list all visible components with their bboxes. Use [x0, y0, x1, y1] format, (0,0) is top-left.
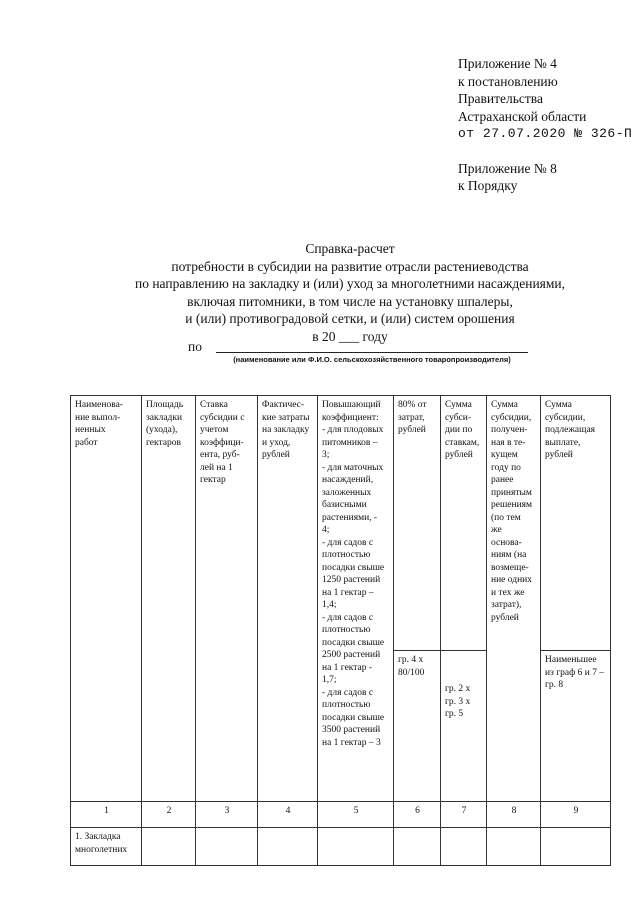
title-line-2: потребности в субсидии на развитие отрасли растениеводства — [171, 258, 529, 274]
header-col-3: Ставка субсидии с учетом коэффици- ента, руб- лей на 1 гектар — [196, 396, 258, 802]
recipient-prefix: по — [188, 339, 202, 354]
document-title — [0, 240, 640, 345]
table-row — [71, 828, 611, 866]
appendix-header — [458, 55, 632, 195]
col-number: 6 — [394, 802, 441, 828]
title-line-3: по направлению на закладку и (или) уход за многолетними насаждениями, — [134, 276, 566, 291]
table-cell[interactable] — [487, 828, 541, 866]
header-col-7: Сумма субси- дии по ставкам, рублей гр. 2 х гр. 3 х гр. 5 — [441, 396, 487, 802]
recipient-note: (наименование или Ф.И.О. сельскохозяйственного товаропроизводителя) — [233, 355, 511, 364]
region-label: Астраханской области — [458, 108, 587, 124]
col-6-formula: гр. 4 х 80/100 — [398, 655, 425, 678]
table-cell[interactable] — [142, 828, 196, 866]
table-cell[interactable] — [196, 828, 258, 866]
table-cell[interactable] — [318, 828, 394, 866]
col-number: 5 — [318, 802, 394, 828]
to-order-label: к Порядку — [458, 178, 518, 193]
header-col-2: Площадь закладки (ухода), гектаров — [142, 396, 196, 802]
header-col-5: Повышающий коэффициент: - для плодовых питомников – 3; - для маточных насаждений, заложенных базисными растениями, - 4; - для садов с плотностью посадки свыше 1250 растений на 1 гектар – 1,4; - для садов с плотностью посадки свыше 2500 растений на 1 гектар - 1,7; - для садов с плотностью посадки свыше 3500 растений на 1 гектар – 3 — [318, 396, 394, 802]
col-number: 9 — [541, 802, 611, 828]
col-number: 3 — [196, 802, 258, 828]
col-9-formula: Наименьшее из граф 6 и 7 – гр. 8 — [545, 655, 605, 690]
table-cell[interactable] — [541, 828, 611, 866]
header-col-1: Наименова- ние выпол- ненных работ — [71, 396, 142, 802]
title-line-4: включая питомники, в том числе на установку шпалеры, — [187, 293, 513, 309]
recipient-fill-line[interactable] — [216, 352, 528, 353]
header-col-4: Фактичес- кие затраты на закладку и уход, рублей — [258, 396, 318, 802]
col-number: 2 — [142, 802, 196, 828]
table-cell[interactable] — [394, 828, 441, 866]
table-cell[interactable] — [258, 828, 318, 866]
table-header-row — [71, 396, 611, 802]
title-line-1: Справка-расчет — [305, 241, 395, 256]
col-7-formula: гр. 2 х гр. 3 х гр. 5 — [445, 684, 471, 719]
col-number: 8 — [487, 802, 541, 828]
header-col-9: Сумма субсидии, подлежащая выплате, рублей Наименьшее из граф 6 и 7 – гр. 8 — [541, 396, 611, 802]
appendix-8-label: Приложение № 8 — [458, 160, 557, 176]
calculation-table — [70, 395, 611, 866]
col-number: 4 — [258, 802, 318, 828]
header-col-8: Сумма субсидии, получен- ная в те- кущем году по ранее принятым решениям (по тем же основа- ниям (на возмеще- ние одних и тех же затрат), рублей — [487, 396, 541, 802]
government-label: Правительства — [458, 91, 543, 106]
appendix-4-label: Приложение № 4 — [458, 56, 557, 71]
title-line-6: в 20 ___ году — [312, 328, 388, 344]
table-cell[interactable] — [441, 828, 487, 866]
row-label: 1. Закладка многолетних — [71, 828, 142, 866]
to-resolution-label: к постановлению — [458, 73, 558, 89]
title-line-5: и (или) противоградовой сетки, и (или) систем орошения — [185, 311, 515, 326]
header-col-6: 80% от затрат, рублей гр. 4 х 80/100 — [394, 396, 441, 802]
col-number: 1 — [71, 802, 142, 828]
col-number: 7 — [441, 802, 487, 828]
resolution-date-number: от 27.07.2020 № 326-П — [458, 126, 633, 141]
column-numbers-row — [71, 802, 611, 828]
